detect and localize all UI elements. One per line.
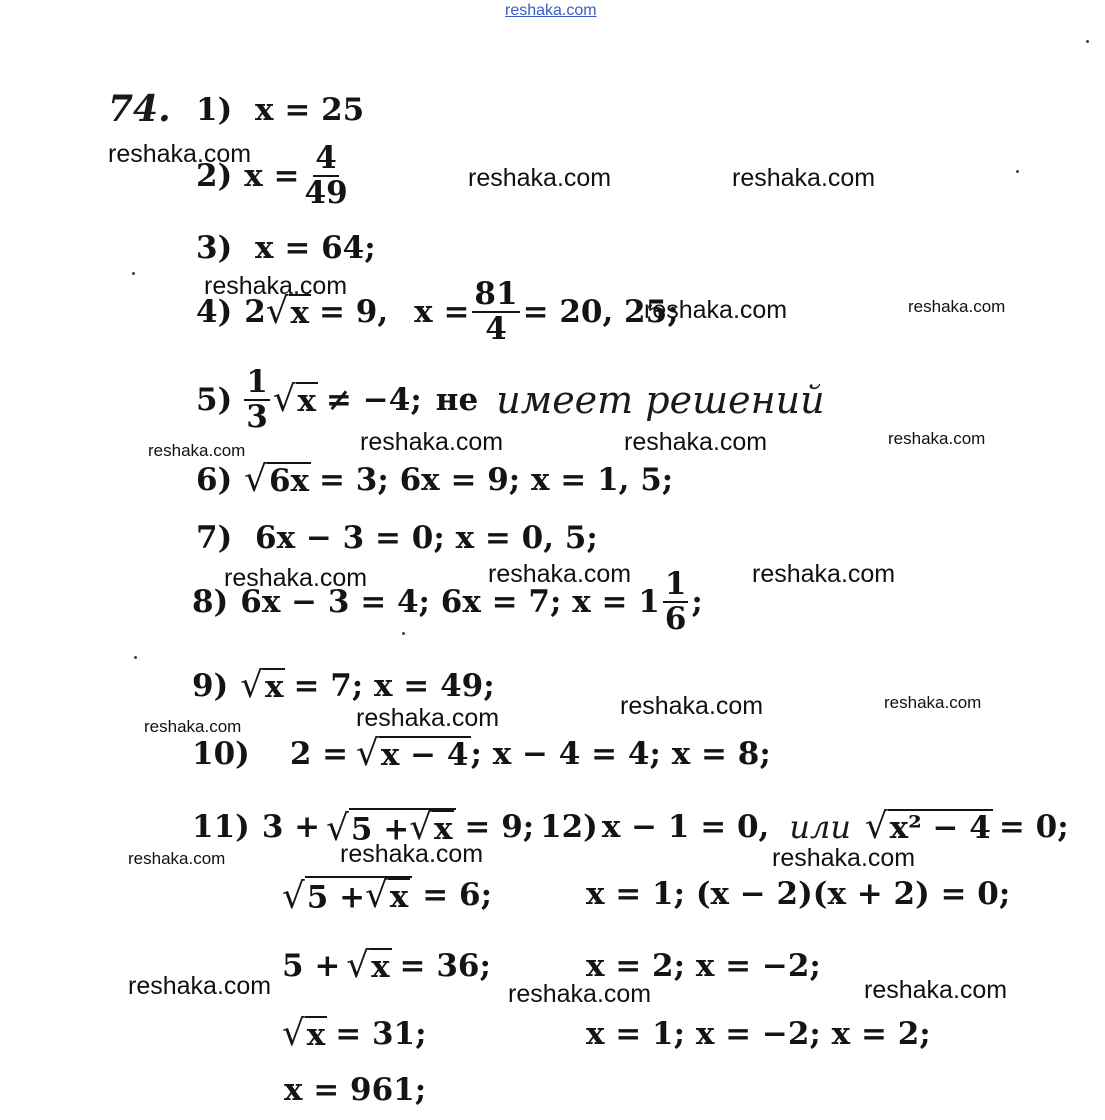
- watermark: reshaka.com: [620, 692, 764, 720]
- watermark: reshaka.com: [488, 560, 632, 588]
- line-7: [196, 520, 598, 556]
- square-root: √ 5 + √ x: [282, 876, 412, 915]
- square-root: √ x: [282, 1013, 326, 1055]
- item-number: 9): [192, 668, 229, 705]
- expression: x =: [414, 293, 470, 330]
- item-number: 1): [196, 92, 233, 128]
- square-root: √ x − 4: [356, 733, 469, 775]
- item-number: 7): [196, 520, 233, 556]
- radicand: x: [264, 669, 284, 705]
- expression: 2: [244, 293, 266, 330]
- radicand: [305, 876, 413, 915]
- watermark: reshaka.com: [864, 976, 1008, 1004]
- radicand: x: [297, 382, 317, 419]
- item-number: 4): [196, 293, 233, 330]
- expression: x =: [244, 157, 300, 194]
- expression: 5 +: [282, 948, 341, 985]
- line-6: [196, 459, 674, 501]
- scan-speck: [1016, 170, 1019, 173]
- watermark: reshaka.com: [624, 428, 768, 456]
- expression: 6x − 3 = 4; 6x = 7; x = 1: [240, 583, 660, 620]
- square-root: √ x: [346, 945, 390, 987]
- watermark: reshaka.com: [644, 296, 788, 324]
- fraction-numerator: 1: [246, 364, 268, 400]
- expression: 6x − 3 = 0; x = 0, 5;: [255, 520, 598, 556]
- scan-speck: [132, 272, 135, 275]
- watermark: reshaka.com: [148, 441, 246, 460]
- item-number: 5): [196, 381, 233, 418]
- watermark: reshaka.com: [108, 140, 252, 168]
- expression: x = 25: [255, 92, 365, 128]
- line-5: [196, 366, 825, 433]
- expression: 2 =: [289, 736, 349, 773]
- line-11-step-2: [282, 945, 491, 987]
- radicand: x: [371, 949, 390, 985]
- square-root: √ x: [240, 665, 284, 707]
- watermark: reshaka.com: [128, 972, 272, 1000]
- line-11-step-3: [282, 1013, 427, 1055]
- fraction-numerator: 81: [474, 276, 518, 312]
- watermark: reshaka.com: [204, 272, 348, 300]
- fraction: [244, 366, 270, 433]
- item-number: 11): [192, 809, 250, 846]
- item-number: 3): [196, 230, 233, 266]
- watermark: reshaka.com: [508, 980, 652, 1008]
- square-root: √ x² − 4: [864, 806, 991, 848]
- square-root: √ x: [265, 290, 310, 332]
- expression: ; x − 4 = 4; x = 8;: [470, 736, 771, 773]
- watermark: reshaka.com: [360, 428, 504, 456]
- scan-speck: [1086, 40, 1089, 43]
- line-11-step-4: [284, 1072, 426, 1108]
- expression: = 31;: [335, 1016, 427, 1053]
- expression: = 9;: [464, 809, 535, 846]
- item-number: 8): [192, 583, 229, 620]
- expression: = 6;: [422, 877, 493, 914]
- radicand: x: [389, 879, 409, 915]
- watermark: reshaka.com: [884, 693, 982, 712]
- nested-square-root: √ x: [365, 875, 409, 917]
- watermark: reshaka.com: [772, 844, 916, 872]
- square-root: √ x: [272, 378, 317, 420]
- item-number: 10): [192, 736, 250, 773]
- expression: x = 2; x = −2;: [586, 948, 821, 984]
- watermark: reshaka.com: [732, 164, 876, 192]
- expression: x = 64;: [255, 230, 376, 266]
- expression: = 9,: [319, 293, 389, 330]
- line-12-step-2: [586, 948, 821, 984]
- line-3: [196, 230, 376, 266]
- radicand: x² − 4: [889, 809, 991, 846]
- fraction-denominator: 49: [304, 174, 348, 211]
- line-12-step-1: [586, 876, 1010, 912]
- square-root: √ 5 + √ x: [326, 808, 456, 847]
- watermark: reshaka.com: [908, 297, 1006, 316]
- radicand-part: 5 +: [306, 879, 366, 916]
- watermark: reshaka.com: [888, 429, 986, 448]
- watermark: reshaka.com: [128, 849, 226, 868]
- fraction-numerator: 1: [664, 566, 687, 602]
- handwritten-note: имеет решений: [496, 377, 825, 422]
- expression: = 36;: [399, 948, 491, 985]
- radicand: x − 4: [380, 737, 469, 773]
- expression: = 3; 6x = 9; x = 1, 5;: [319, 462, 674, 499]
- watermark: reshaka.com: [356, 704, 500, 732]
- expression: x = 1; x = −2; x = 2;: [586, 1016, 931, 1052]
- nested-square-root: √ x: [409, 807, 453, 849]
- site-link[interactable]: reshaka.com: [505, 2, 597, 19]
- watermark: reshaka.com: [144, 717, 242, 736]
- expression: 3 +: [261, 809, 321, 846]
- line-11-step-1: [282, 876, 492, 915]
- fraction: [472, 278, 519, 345]
- fraction-denominator: 6: [664, 600, 687, 637]
- expression: x − 1 = 0,: [601, 809, 770, 845]
- watermark: reshaka.com: [340, 840, 484, 868]
- expression: x = 961;: [284, 1072, 427, 1108]
- expression: = 7; x = 49;: [293, 668, 495, 705]
- fraction-denominator: 4: [485, 310, 507, 347]
- watermark: reshaka.com: [224, 564, 368, 592]
- expression: = 20, 25;: [522, 293, 679, 330]
- line-12-step-3: [586, 1016, 931, 1052]
- radicand: x: [290, 294, 310, 331]
- expression: = 0;: [998, 809, 1069, 845]
- watermark: reshaka.com: [468, 164, 612, 192]
- expression: x = 1; (x − 2)(x + 2) = 0;: [586, 876, 1011, 912]
- fraction-denominator: 3: [246, 398, 268, 435]
- expression: ;: [691, 583, 703, 620]
- scan-speck: [402, 632, 405, 635]
- fraction-numerator: 4: [315, 140, 337, 176]
- fraction: [303, 142, 350, 209]
- expression: ≠ −4;: [326, 381, 422, 418]
- square-root: √ 6x: [244, 459, 310, 501]
- watermark: reshaka.com: [752, 560, 896, 588]
- radicand: x: [433, 811, 453, 847]
- line-1: [196, 92, 364, 128]
- radicand: 6x: [268, 463, 310, 499]
- expression: не: [435, 381, 479, 418]
- fraction: [663, 568, 689, 635]
- item-number: 6): [196, 462, 233, 499]
- item-number: 12): [540, 809, 598, 845]
- item-number: 2): [196, 157, 233, 194]
- radicand: x: [306, 1017, 326, 1053]
- line-9: [192, 665, 495, 707]
- handwritten-note: или: [789, 808, 851, 846]
- line-12: [540, 808, 1069, 846]
- scan-speck: [134, 656, 137, 659]
- radicand-part: 5 +: [350, 811, 410, 848]
- problem-number: 74.: [108, 88, 171, 130]
- line-10: [192, 733, 771, 775]
